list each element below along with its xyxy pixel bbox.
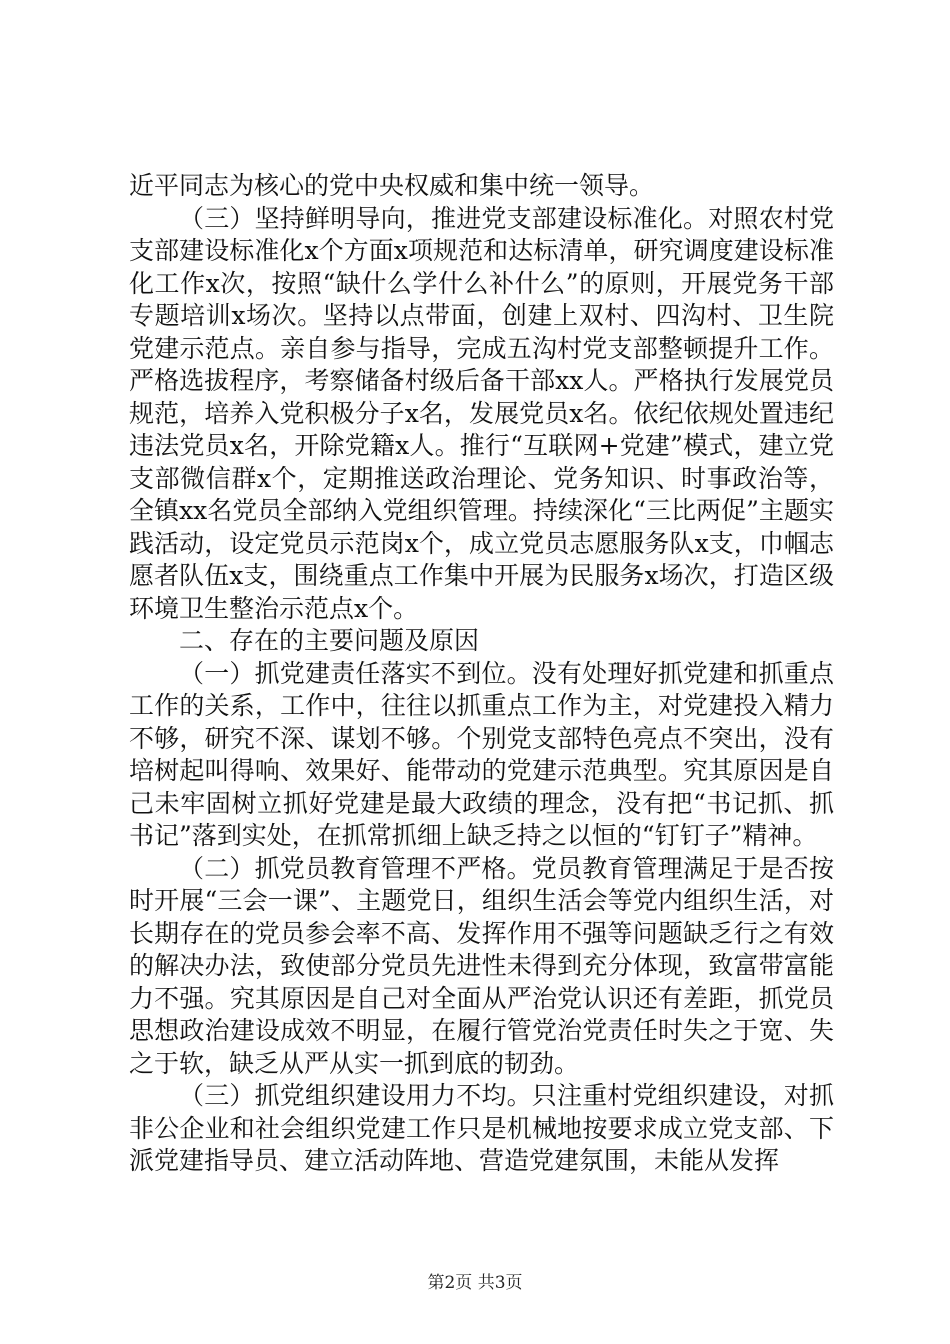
page-footer: 第2页 共3页	[427, 1273, 523, 1293]
paragraph-continuation: 近平同志为核心的党中央权威和集中统一领导。	[129, 171, 655, 200]
paragraph-organization-building: （三）抓党组织建设用力不均。只注重村党组织建设，对抓非公企业和社会组织党建工作只是机械地按要求成立党支部、下派党建指导员、建立活动阵地、营造党建氛围，未能从发挥	[129, 1081, 834, 1175]
document-body	[129, 170, 834, 1178]
paragraph-responsibility: （一）抓党建责任落实不到位。没有处理好抓党建和抓重点工作的关系，工作中，往往以抓重点工作为主，对党建投入精力不够，研究不深、谋划不够。个别党支部特色亮点不突出，没有培树起叫得响、效果好、能带动的党建示范典型。究其原因是自己未牢固树立抓好党建是最大政绩的理念，没有把“书记抓、抓书记”落到实处，在抓常抓细上缺乏持之以恒的“钉钉子”精神。	[129, 658, 834, 850]
paragraph-member-management: （二）抓党员教育管理不严格。党员教育管理满足于是否按时开展“三会一课”、主题党日，组织生活会等党内组织生活，对长期存在的党员参会率不高、发挥作用不强等问题缺乏行之有效的解决办法，致使部分党员先进性未得到充分体现，致富带富能力不强。究其原因是自己对全面从严治党认识还有差距，抓党员思想政治建设成效不明显，在履行管党治党责任时失之于宽、失之于软，缺乏从严从实一抓到底的韧劲。	[129, 853, 834, 1078]
paragraph-standardization: （三）坚持鲜明导向，推进党支部建设标准化。对照农村党支部建设标准化x个方面x项规范和达标清单，研究调度建设标准化工作x次，按照“缺什么学什么补什么”的原则，开展党务干部专题培训x场次。坚持以点带面，创建上双村、四沟村、卫生院党建示范点。亲自参与指导，完成五沟村党支部整顿提升工作。严格选拔程序，考察储备村级后备干部xx人。严格执行发展党员规范，培养入党积极分子x名，发展党员x名。依纪依规处置违纪违法党员x名，开除党籍x人。推行“互联网+党建”模式，建立党支部微信群x个，定期推送政治理论、党务知识、时事政治等，全镇xx名党员全部纳入党组织管理。持续深化“三比两促”主题实践活动，设定党员示范岗x个，成立党员志愿服务队x支，巾帼志愿者队伍x支，围绕重点工作集中开展为民服务x场次，打造区级环境卫生整治示范点x个。	[129, 203, 834, 623]
section-heading-problems: 二、存在的主要问题及原因	[179, 626, 480, 655]
